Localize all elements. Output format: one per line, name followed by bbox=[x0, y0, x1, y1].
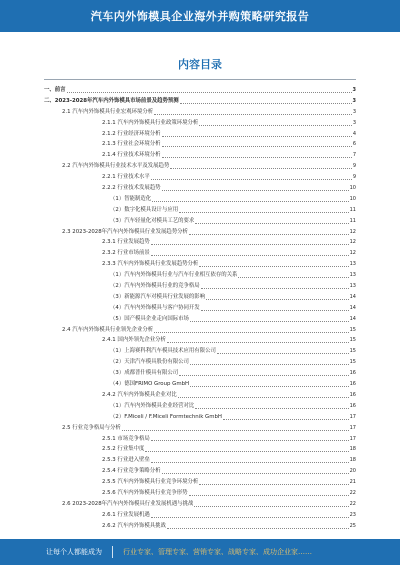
toc-entry-label: （1）上海赛科利汽车模具技术应用有限公司 bbox=[110, 348, 216, 355]
toc-entry[interactable] bbox=[44, 499, 356, 510]
toc-leader-dots bbox=[145, 451, 348, 452]
toc-entry-label: （3）新能源汽车对模具行业发展的影响 bbox=[110, 293, 206, 300]
toc-leader-dots bbox=[190, 364, 349, 365]
toc-leader-dots bbox=[189, 495, 349, 496]
toc-entry-page: 7 bbox=[352, 152, 356, 159]
toc-entry-label: 2.1.2 行业经济环境分析 bbox=[102, 130, 161, 137]
toc-leader-dots bbox=[179, 212, 349, 213]
toc-entry-label: 一、前言 bbox=[44, 87, 66, 93]
toc-leader-dots bbox=[201, 310, 349, 311]
toc-entry[interactable] bbox=[44, 401, 356, 412]
toc-entry[interactable] bbox=[44, 412, 356, 423]
toc-entry-label: （1）汽车内外饰模具行业与汽车行业相互依存的关系 bbox=[110, 272, 238, 279]
toc-entry-label: 2.1.1 汽车内外饰模具行业政策环境分析 bbox=[102, 119, 199, 126]
toc-entry-label: 2.5.6 汽车内外饰模具行业竞争形势 bbox=[102, 489, 188, 496]
toc-leader-dots bbox=[151, 244, 349, 245]
toc-entry[interactable] bbox=[44, 161, 356, 172]
toc-leader-dots bbox=[178, 397, 349, 398]
toc-leader-dots bbox=[194, 506, 348, 507]
toc-entry-page: 3 bbox=[352, 97, 356, 104]
toc-entry-label: （3）汽车轻量化对模具工艺的要求 bbox=[110, 217, 195, 224]
footer-tagline: 行业专家、管理专家、营销专家、战略专家、成功企业家…… bbox=[123, 548, 312, 556]
toc-entry-page: 15 bbox=[349, 348, 356, 355]
toc-entry-label: 2.1.4 行业技术环境分析 bbox=[102, 152, 161, 159]
toc-entry-label: 2.5 行业竞争格局与分析 bbox=[62, 424, 121, 431]
toc-entry[interactable] bbox=[44, 118, 356, 129]
toc-entry-label: 2.5.1 市场竞争格局 bbox=[102, 435, 150, 442]
toc-entry[interactable] bbox=[44, 216, 356, 227]
toc-entry[interactable] bbox=[44, 444, 356, 455]
toc-entry[interactable] bbox=[44, 325, 356, 336]
toc-entry-label: （2）汽车内外饰模具行业的竞争格局 bbox=[110, 283, 200, 290]
toc-entry[interactable] bbox=[44, 292, 356, 303]
toc-entry-label: （1）智能制造化 bbox=[110, 195, 152, 202]
footer-bar bbox=[0, 539, 400, 565]
toc-leader-dots bbox=[206, 299, 349, 300]
toc-leader-dots bbox=[223, 419, 349, 420]
toc-entry[interactable] bbox=[44, 423, 356, 434]
toc-entry[interactable] bbox=[44, 237, 356, 248]
toc-entry[interactable] bbox=[44, 521, 356, 532]
toc-entry-page: 16 bbox=[349, 402, 356, 409]
toc-entry-page: 9 bbox=[352, 163, 356, 170]
toc-entry[interactable] bbox=[44, 368, 356, 379]
toc-entry-label: 2.2.1 行业技术水平 bbox=[102, 174, 150, 181]
toc-entry-label: 2.2 汽车内外饰模具行业技术水平及发展趋势 bbox=[62, 163, 170, 170]
toc-leader-dots bbox=[189, 234, 349, 235]
toc-entry-page: 16 bbox=[349, 370, 356, 377]
toc-entry-page: 22 bbox=[349, 500, 356, 507]
toc-entry[interactable] bbox=[44, 434, 356, 445]
toc-leader-dots bbox=[122, 430, 349, 431]
toc-entry-page: 11 bbox=[349, 206, 356, 213]
toc-entry-label: 2.3.2 行业市场前景 bbox=[102, 250, 150, 257]
toc-entry[interactable] bbox=[44, 466, 356, 477]
toc-entry[interactable] bbox=[44, 248, 356, 259]
toc-entry[interactable] bbox=[44, 96, 356, 107]
toc-entry-page: 17 bbox=[349, 413, 356, 420]
toc-entry-page: 6 bbox=[352, 141, 356, 148]
toc-entry-label: （2）数字化模具设计与应用 bbox=[110, 206, 179, 213]
toc-entry-page: 9 bbox=[352, 174, 356, 181]
toc-entry-page: 25 bbox=[349, 522, 356, 529]
toc-entry[interactable] bbox=[44, 477, 356, 488]
toc-entry-label: 2.6.1 行业发展机遇 bbox=[102, 511, 150, 518]
toc-entry[interactable] bbox=[44, 139, 356, 150]
toc-entry-page: 15 bbox=[349, 359, 356, 366]
toc-leader-dots bbox=[180, 103, 352, 104]
toc-entry-page: 14 bbox=[349, 293, 356, 300]
toc-entry[interactable] bbox=[44, 183, 356, 194]
toc-entry-label: 2.4 汽车内外饰模具行业领先企业分析 bbox=[62, 326, 154, 333]
toc-entry[interactable] bbox=[44, 379, 356, 390]
toc-entry[interactable] bbox=[44, 259, 356, 270]
toc-leader-dots bbox=[199, 125, 352, 126]
toc-leader-dots bbox=[151, 255, 349, 256]
toc-entry[interactable] bbox=[44, 303, 356, 314]
toc-entry[interactable] bbox=[44, 150, 356, 161]
toc-leader-dots bbox=[154, 114, 352, 115]
toc-entry-page: 3 bbox=[352, 87, 356, 93]
toc-entry-label: 2.4.2 汽车内外饰模具企业对比 bbox=[102, 391, 177, 398]
toc-entry-page: 10 bbox=[349, 185, 356, 192]
toc-entry[interactable] bbox=[44, 281, 356, 292]
toc-entry-page: 17 bbox=[349, 424, 356, 431]
toc-leader-dots bbox=[217, 353, 349, 354]
toc-entry-label: （5）国产模具企业走向国际市场 bbox=[110, 315, 189, 322]
toc-entry-label: 2.6.2 汽车内外饰模具挑战 bbox=[102, 522, 166, 529]
toc-entry-label: 2.2.2 行业技术发展趋势 bbox=[102, 185, 161, 192]
toc-entry-page: 15 bbox=[349, 326, 356, 333]
toc-entry-label: 2.3.3 汽车内外饰模具行业发展趋势分析 bbox=[102, 261, 199, 268]
toc-entry-label: 2.1 汽车内外饰模具行业宏观环境分析 bbox=[62, 108, 154, 115]
toc-leader-dots bbox=[162, 136, 352, 137]
toc-entry-page: 12 bbox=[349, 250, 356, 257]
toc-entry-label: 2.5.2 行业集中度 bbox=[102, 446, 145, 453]
toc-entry-page: 16 bbox=[349, 381, 356, 388]
report-title: 汽车内外饰模具企业海外并购策略研究报告 bbox=[90, 10, 310, 23]
toc-entry-page: 13 bbox=[349, 283, 356, 290]
toc-entry-page: 12 bbox=[349, 228, 356, 235]
toc-entry[interactable] bbox=[44, 227, 356, 238]
toc-leader-dots bbox=[67, 92, 352, 93]
toc-entry[interactable] bbox=[44, 85, 356, 96]
toc-entry[interactable] bbox=[44, 357, 356, 368]
toc-entry-page: 4 bbox=[352, 130, 356, 137]
toc-entry-page: 16 bbox=[349, 391, 356, 398]
toc-entry[interactable] bbox=[44, 205, 356, 216]
toc-entry[interactable] bbox=[44, 314, 356, 325]
toc-entry[interactable] bbox=[44, 129, 356, 140]
toc-leader-dots bbox=[199, 484, 348, 485]
toc-leader-dots bbox=[162, 146, 352, 147]
toc-leader-dots bbox=[190, 321, 349, 322]
toc-entry[interactable] bbox=[44, 172, 356, 183]
toc-entry[interactable] bbox=[44, 346, 356, 357]
toc-leader-dots bbox=[179, 375, 349, 376]
toc-entry[interactable] bbox=[44, 510, 356, 521]
toc-entry-page: 3 bbox=[352, 108, 356, 115]
toc-entry[interactable] bbox=[44, 488, 356, 499]
toc-leader-dots bbox=[154, 332, 348, 333]
toc-entry[interactable] bbox=[44, 194, 356, 205]
toc-leader-dots bbox=[162, 473, 349, 474]
toc-entry-page: 15 bbox=[349, 337, 356, 344]
toc-leader-dots bbox=[167, 342, 349, 343]
toc-entry-label: 2.3.1 行业发展趋势 bbox=[102, 239, 150, 246]
toc-entry-label: （2）F.Miceli / F.Miceli Formtechnik GmbH bbox=[110, 413, 222, 420]
toc-leader-dots bbox=[162, 157, 352, 158]
toc-entry-page: 23 bbox=[349, 511, 356, 518]
toc-entry-page: 12 bbox=[349, 239, 356, 246]
toc-entry[interactable] bbox=[44, 390, 356, 401]
toc-title: 内容目录 bbox=[178, 58, 222, 71]
toc-entry-label: 2.1.3 行业社会环境分析 bbox=[102, 141, 161, 148]
toc-entry-page: 21 bbox=[349, 479, 356, 486]
toc-entry[interactable] bbox=[44, 107, 356, 118]
toc-entry[interactable] bbox=[44, 270, 356, 281]
toc-leader-dots bbox=[195, 408, 348, 409]
toc-leader-dots bbox=[151, 179, 352, 180]
footer-divider bbox=[112, 546, 113, 558]
toc-entry-label: （4）德国FRIMO Group GmbH bbox=[110, 381, 190, 388]
toc-leader-dots bbox=[170, 168, 351, 169]
toc-leader-dots bbox=[199, 266, 348, 267]
toc-entry-page: 14 bbox=[349, 315, 356, 322]
toc-entry-page: 20 bbox=[349, 468, 356, 475]
toc-entry-page: 3 bbox=[352, 119, 356, 126]
toc-leader-dots bbox=[151, 462, 349, 463]
toc-leader-dots bbox=[238, 277, 348, 278]
toc-leader-dots bbox=[151, 440, 349, 441]
toc-entry-page: 13 bbox=[349, 261, 356, 268]
toc-leader-dots bbox=[167, 528, 349, 529]
footer-slogan: 让每个人都能成为 bbox=[46, 548, 102, 556]
toc-entry-page: 22 bbox=[349, 489, 356, 496]
toc-entry-page: 18 bbox=[349, 457, 356, 464]
toc-entry[interactable] bbox=[44, 455, 356, 466]
toc-entry-page: 14 bbox=[349, 304, 356, 311]
toc-entry-label: 二、2023-2028年汽车内外饰模具市场前景及趋势预测 bbox=[44, 97, 179, 104]
toc-leader-dots bbox=[151, 517, 349, 518]
toc-entry-label: 2.3 2023-2028年汽车内外饰模具行业发展趋势分析 bbox=[62, 228, 188, 235]
toc-entry-label: （2）天津汽车模具股份有限公司 bbox=[110, 359, 189, 366]
toc-entry-label: 2.4.1 国内外领先企业分析 bbox=[102, 337, 166, 344]
toc-leader-dots bbox=[162, 190, 349, 191]
toc-entry-page: 13 bbox=[349, 272, 356, 279]
toc-entry-label: 2.5.3 行业进入壁垒 bbox=[102, 457, 150, 464]
toc-entry-page: 10 bbox=[349, 195, 356, 202]
table-of-contents bbox=[44, 85, 356, 532]
toc-entry-label: （3）成都普什模具有限公司 bbox=[110, 370, 179, 377]
toc-divider bbox=[44, 79, 356, 80]
toc-entry-label: 2.5.4 行业竞争策略分析 bbox=[102, 468, 161, 475]
toc-leader-dots bbox=[190, 386, 349, 387]
toc-leader-dots bbox=[152, 201, 348, 202]
toc-leader-dots bbox=[201, 288, 349, 289]
toc-entry-label: （1）汽车内外饰模具企业经营对比 bbox=[110, 402, 195, 409]
toc-entry[interactable] bbox=[44, 335, 356, 346]
toc-entry-label: 2.5.5 汽车内外饰模具行业竞争环境分析 bbox=[102, 479, 199, 486]
toc-entry-label: 2.6 2023-2028年汽车内外饰模具行业发展机遇与挑战 bbox=[62, 500, 194, 507]
toc-entry-page: 18 bbox=[349, 446, 356, 453]
toc-entry-label: （4）汽车内外饰模具与客户协同开发 bbox=[110, 304, 200, 311]
toc-entry-page: 11 bbox=[349, 217, 356, 224]
toc-entry-page: 17 bbox=[349, 435, 356, 442]
report-header-bar bbox=[0, 0, 400, 32]
toc-leader-dots bbox=[195, 223, 348, 224]
